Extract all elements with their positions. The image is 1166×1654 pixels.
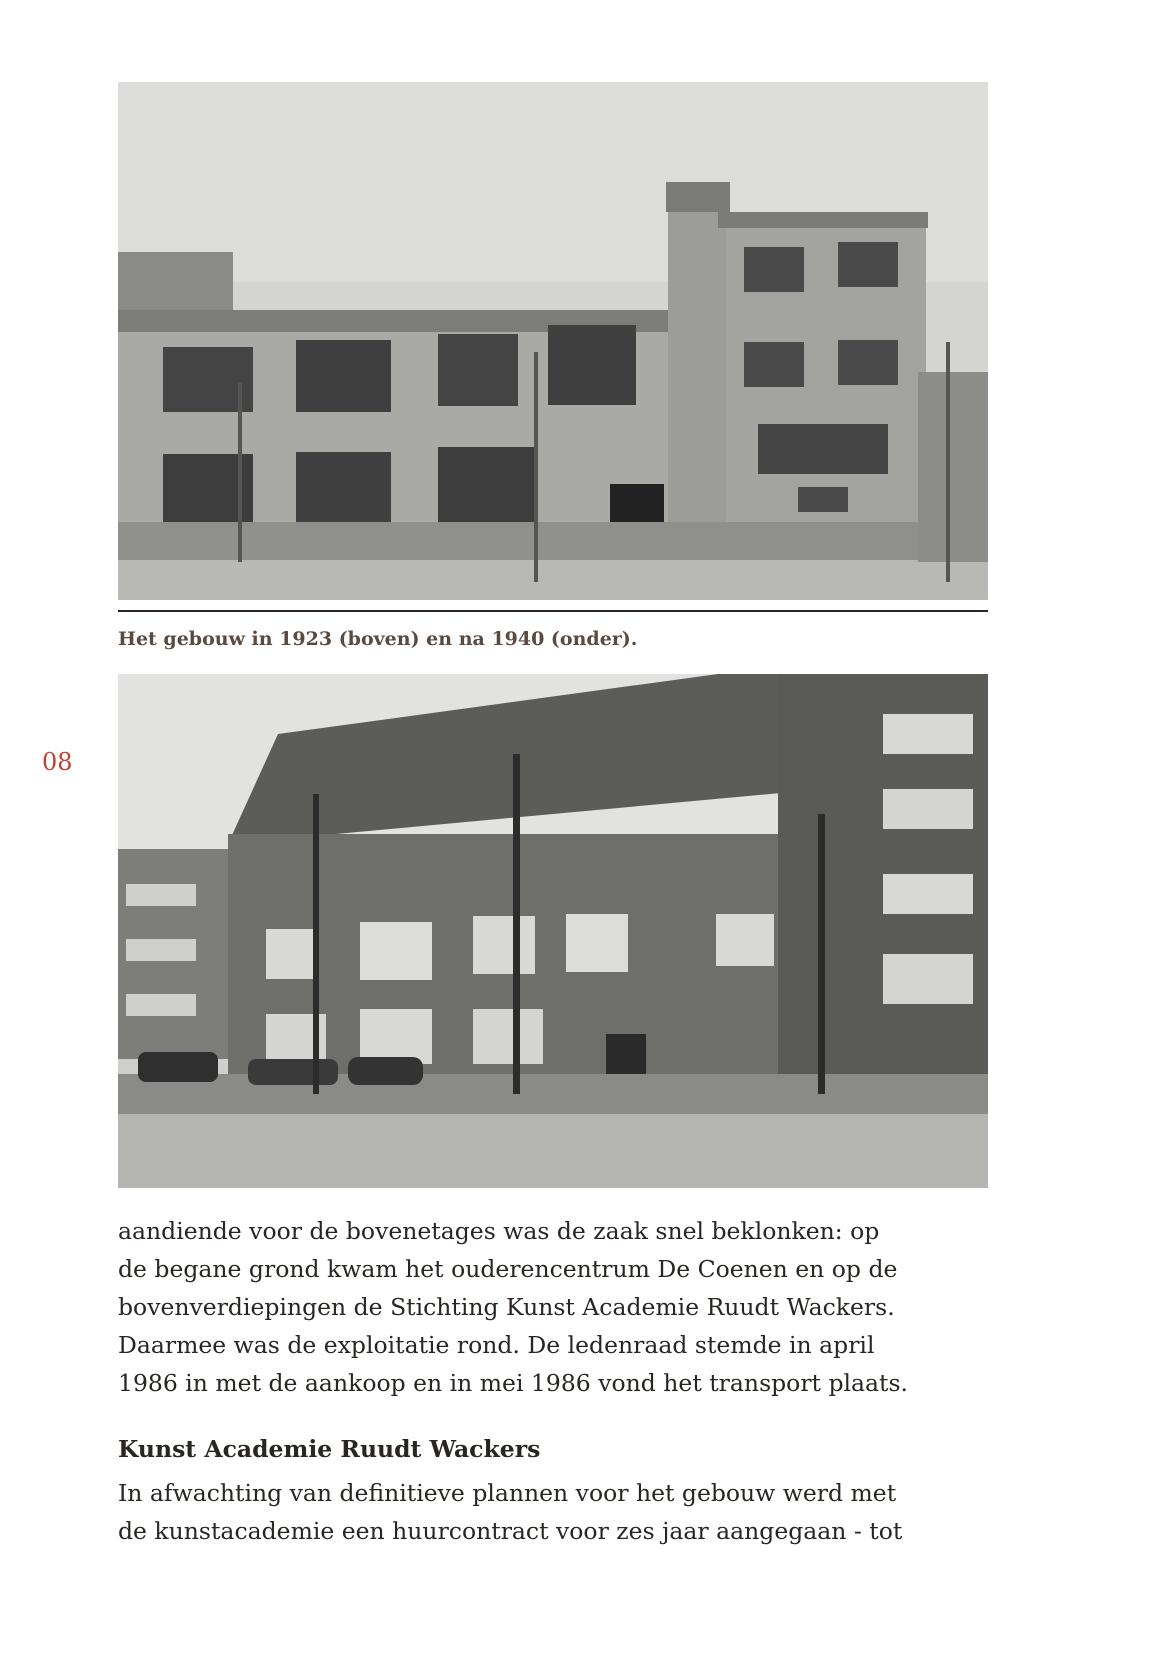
photo-building-after-1940-image xyxy=(118,674,988,1188)
photo-building-1923 xyxy=(118,82,988,600)
text-line: bovenverdiepingen de Stichting Kunst Academie Ruudt Wackers. xyxy=(118,1293,895,1321)
text-line: aandiende voor de bovenetages was de zaak snel beklonken: op xyxy=(118,1217,880,1245)
section-paragraph xyxy=(118,1474,1018,1550)
body-paragraph xyxy=(118,1212,1018,1402)
photo-building-1923-image xyxy=(118,82,988,600)
text-line: 1986 in met de aankoop en in mei 1986 vond het transport plaats. xyxy=(118,1369,909,1397)
page-number: 08 xyxy=(42,748,73,776)
photo-caption: Het gebouw in 1923 (boven) en na 1940 (onder). xyxy=(118,628,638,650)
photo-building-after-1940 xyxy=(118,674,988,1188)
text-line: In afwachting van definitieve plannen voor het gebouw werd met xyxy=(118,1479,897,1507)
text-line: de kunstacademie een huurcontract voor zes jaar aangegaan - tot xyxy=(118,1517,903,1545)
caption-rule xyxy=(118,610,988,612)
text-line: Daarmee was de exploitatie rond. De ledenraad stemde in april xyxy=(118,1331,875,1359)
section-heading: Kunst Academie Ruudt Wackers xyxy=(118,1435,541,1463)
text-line: de begane grond kwam het ouderencentrum De Coenen en op de xyxy=(118,1255,898,1283)
